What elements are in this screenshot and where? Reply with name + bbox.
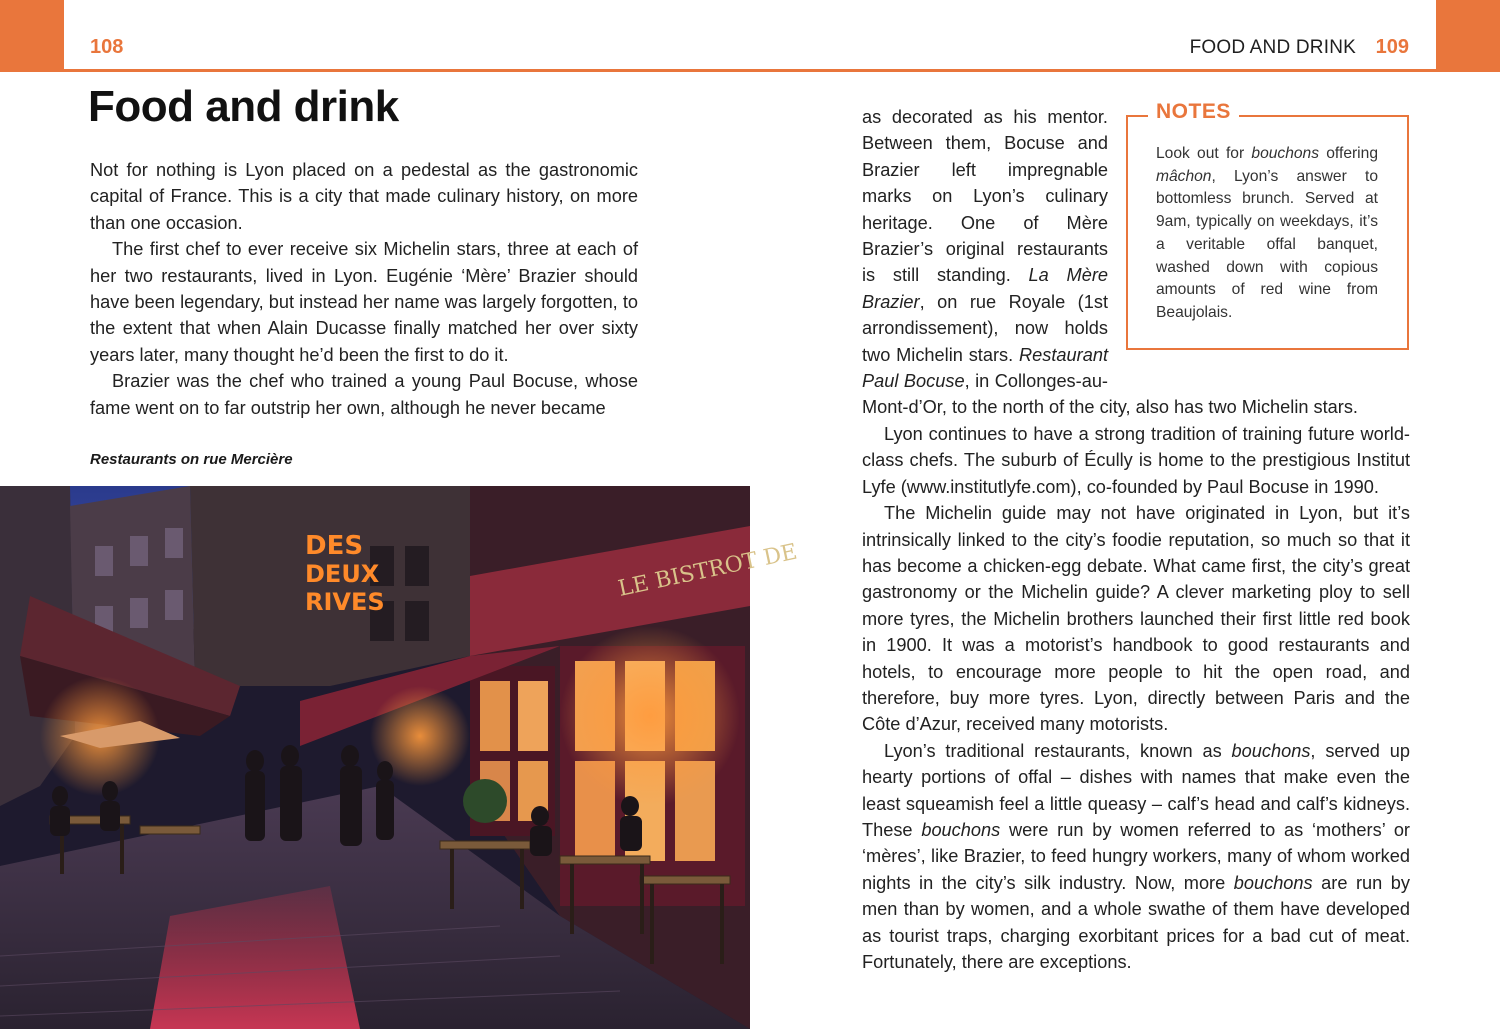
paragraph: Not for nothing is Lyon placed on a pedestal as the gastronomic capital of France. This is a city that made culinary history, on more than one occasion. [90,160,638,233]
running-head: FOOD AND DRINK [1189,37,1356,58]
paragraph: Lyon continues to have a strong tradition of training future world-class chefs. The suburb of Écully is home to the prestigious Institut Lyfe (www.institutlyfe.com), co-founded by Paul Bocuse in 1990. [862,423,1410,497]
header-rule [64,69,1436,72]
left-text-column [90,157,638,421]
paragraph: The first chef to ever receive six Michelin stars, three at each of her two restaurants, lived in Lyon. Eugénie ‘Mère’ Brazier should have been legendary, but instead her name was largely forgotten, to the extent that when Alain Ducasse finally matched her over sixty years later, many thought he’d been the first to do it. [90,239,638,365]
paragraph: as decorated as his mentor. Between them, Bocuse and Brazier left impregnable marks on Lyon’s culinary heritage. One of Mère Brazier’s original restaurants is still standing. La Mère Brazier, on rue Royale (1st arrondissement), now holds two Michelin stars. Restaurant Paul Bocuse, in Collonges-au-Mont-d’Or, to the north of the city, also has two Michelin stars. [862,107,1358,418]
neon-sign-line-3: RIVES [305,588,385,616]
street-photo-illustration [0,486,800,1029]
left-page-number: 108 [90,36,124,58]
paragraph: Lyon’s traditional restaurants, known as bouchons, served up hearty portions of offal – dishes with names that make even the least squeamish feel a little queasy – calf’s head and calf’s kidneys. These bouchons were run by women referred to as ‘mothers’ or ‘mères’, like Brazier, to feed hungry workers, many of whom worked nights in the city’s silk industry. Now, more bouchons are run by men than by women, and a whole swathe of them have developed as tourist traps, charging exorbitant prices for a bad cut of meat. Fortunately, there are exceptions. [862,740,1411,972]
notes-text: Look out for bouchons offering mâchon, Lyon’s answer to bottomless brunch. Served at 9am, typically on weekdays, it’s a veritable offal banquet, washed down with copious amounts of red wine from Beaujolais. [1156,145,1378,321]
notes-title: NOTES [1148,100,1239,124]
street-photo [0,486,800,1029]
page-title: Food and drink [88,82,399,131]
left-corner-tab [0,0,64,72]
paragraph: The Michelin guide may not have originated in Lyon, but it’s intrinsically linked to the city’s foodie reputation, so much so that it has become a chicken-egg debate. What came first, the city’s great gastronomy or the Michelin guide? A clever marketing ploy to sell more tyres, the Michelin brothers launched their first little red book in 1900. It was a motorist’s handbook to good restaurants and hotels, to encourage more people to hit the open road, and therefore, buy more tyres. Lyon, directly between Paris and the Côte d’Azur, received many motorists. [862,503,1410,735]
right-corner-tab [1436,0,1500,72]
right-page-number: 109 [1375,36,1409,58]
neon-sign-line-1: DES [305,531,364,561]
neon-sign-line-2: DEUX [305,560,380,588]
paragraph: Brazier was the chef who trained a young Paul Bocuse, whose fame went on to far outstrip her own, although he never became [90,371,638,418]
photo-caption: Restaurants on rue Mercière [90,451,293,468]
bistrot-awning-text: LE BISTROT DE [616,539,800,602]
